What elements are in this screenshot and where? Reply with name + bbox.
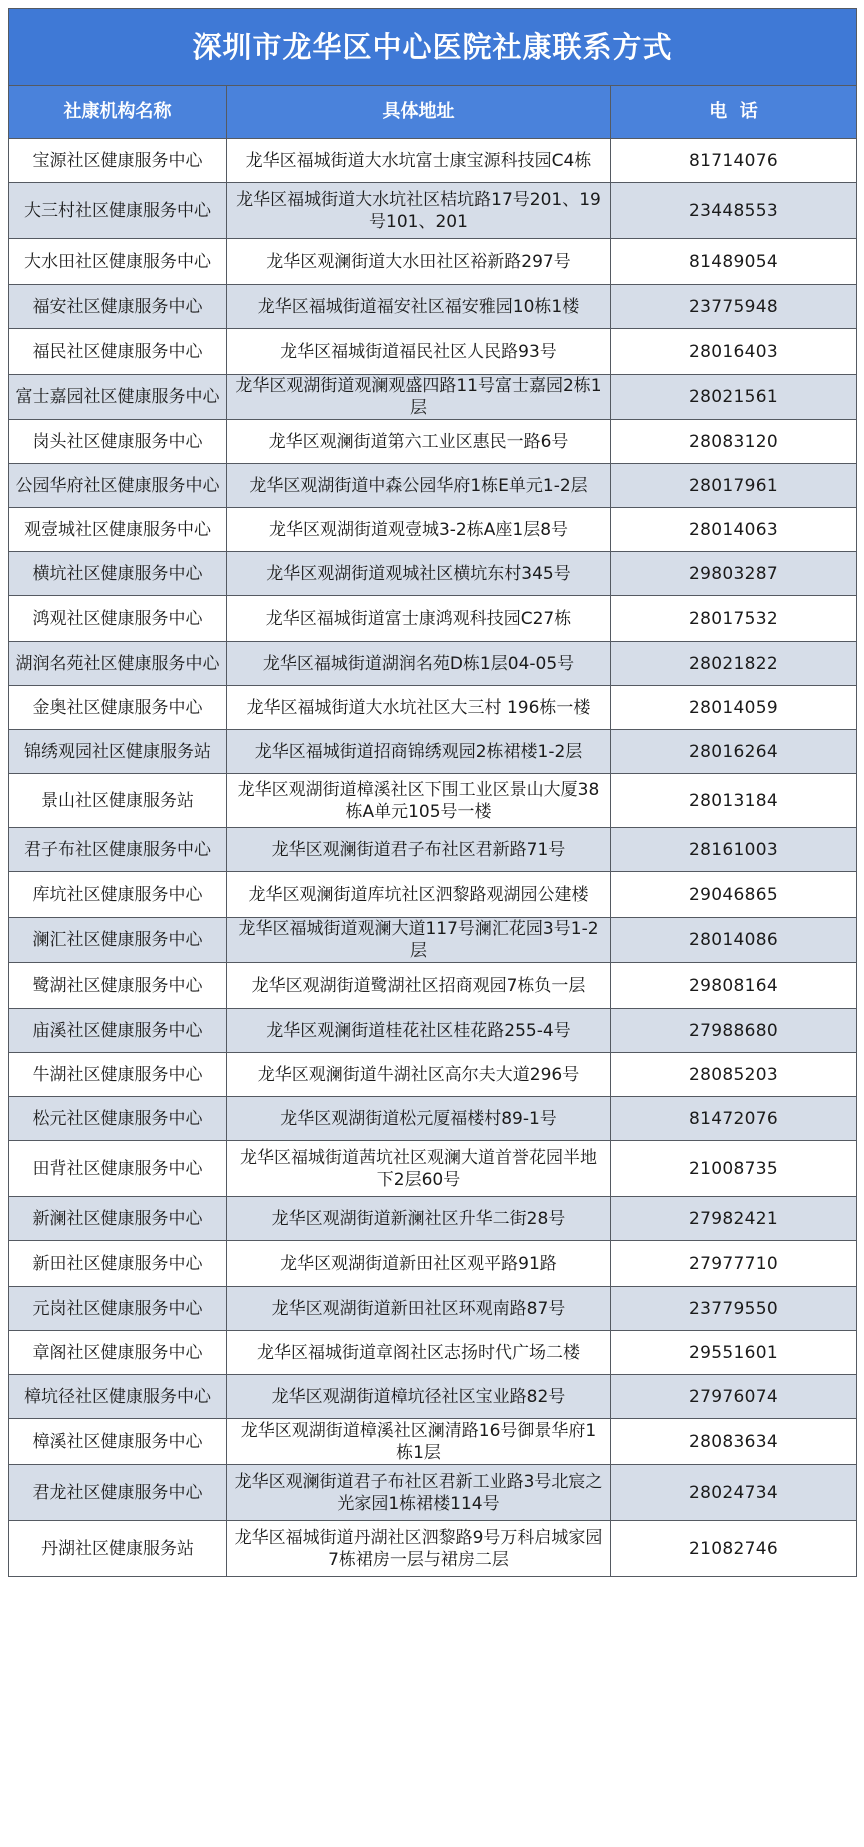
phone-cell: 27988680	[611, 1009, 857, 1053]
phone-cell: 28083120	[611, 420, 857, 464]
address-cell: 龙华区观湖街道樟坑径社区宝业路82号	[227, 1375, 611, 1419]
org-name-cell: 章阁社区健康服务中心	[9, 1331, 227, 1375]
org-name-cell: 横坑社区健康服务中心	[9, 552, 227, 596]
table-row	[9, 183, 857, 239]
org-name-cell: 鸿观社区健康服务中心	[9, 596, 227, 642]
address-cell: 龙华区观澜街道库坑社区泗黎路观湖园公建楼	[227, 872, 611, 918]
table-row	[9, 828, 857, 872]
phone-cell: 28014063	[611, 508, 857, 552]
org-name-cell: 新澜社区健康服务中心	[9, 1197, 227, 1241]
phone-cell: 27977710	[611, 1241, 857, 1287]
address-cell: 龙华区观湖街道樟溪社区下围工业区景山大厦38栋A单元105号一楼	[227, 774, 611, 828]
address-cell: 龙华区观湖街道樟溪社区澜清路16号御景华府1栋1层	[227, 1419, 611, 1465]
column-header-address: 具体地址	[227, 86, 611, 139]
table-row	[9, 963, 857, 1009]
org-name-cell: 景山社区健康服务站	[9, 774, 227, 828]
table-row	[9, 1241, 857, 1287]
table-row	[9, 375, 857, 420]
phone-cell: 27982421	[611, 1197, 857, 1241]
address-cell: 龙华区福城街道福民社区人民路93号	[227, 329, 611, 375]
org-name-cell: 富士嘉园社区健康服务中心	[9, 375, 227, 420]
org-name-cell: 牛湖社区健康服务中心	[9, 1053, 227, 1097]
table-row	[9, 420, 857, 464]
table-row	[9, 1375, 857, 1419]
address-cell: 龙华区福城街道茜坑社区观澜大道首誉花园半地下2层60号	[227, 1141, 611, 1197]
address-cell: 龙华区福城街道大水坑社区大三村 196栋一楼	[227, 686, 611, 730]
table-row	[9, 285, 857, 329]
org-name-cell: 大三村社区健康服务中心	[9, 183, 227, 239]
address-cell: 龙华区福城街道招商锦绣观园2栋裙楼1-2层	[227, 730, 611, 774]
table-row	[9, 1053, 857, 1097]
address-cell: 龙华区观澜街道君子布社区君新工业路3号北宸之光家园1栋裙楼114号	[227, 1465, 611, 1521]
table-row	[9, 774, 857, 828]
table-row	[9, 329, 857, 375]
table-row	[9, 1141, 857, 1197]
phone-cell: 28014059	[611, 686, 857, 730]
org-name-cell: 宝源社区健康服务中心	[9, 139, 227, 183]
table-row	[9, 1521, 857, 1577]
phone-cell: 28014086	[611, 918, 857, 963]
org-name-cell: 鹭湖社区健康服务中心	[9, 963, 227, 1009]
table-row	[9, 1465, 857, 1521]
address-cell: 龙华区观湖街道新田社区观平路91路	[227, 1241, 611, 1287]
phone-cell: 81489054	[611, 239, 857, 285]
address-cell: 龙华区福城街道湖润名苑D栋1层04-05号	[227, 642, 611, 686]
address-cell: 龙华区观澜街道君子布社区君新路71号	[227, 828, 611, 872]
org-name-cell: 福民社区健康服务中心	[9, 329, 227, 375]
phone-cell: 28017532	[611, 596, 857, 642]
table-row	[9, 239, 857, 285]
org-name-cell: 君龙社区健康服务中心	[9, 1465, 227, 1521]
table-row	[9, 1419, 857, 1465]
phone-cell: 29803287	[611, 552, 857, 596]
org-name-cell: 大水田社区健康服务中心	[9, 239, 227, 285]
address-cell: 龙华区观澜街道牛湖社区高尔夫大道296号	[227, 1053, 611, 1097]
table-row	[9, 686, 857, 730]
address-cell: 龙华区观澜街道大水田社区裕新路297号	[227, 239, 611, 285]
org-name-cell: 公园华府社区健康服务中心	[9, 464, 227, 508]
address-cell: 龙华区福城街道章阁社区志扬时代广场二楼	[227, 1331, 611, 1375]
address-cell: 龙华区观湖街道松元厦福楼村89-1号	[227, 1097, 611, 1141]
table-row	[9, 1287, 857, 1331]
phone-cell: 23779550	[611, 1287, 857, 1331]
address-cell: 龙华区福城街道大水坑富士康宝源科技园C4栋	[227, 139, 611, 183]
org-name-cell: 元岗社区健康服务中心	[9, 1287, 227, 1331]
table-row	[9, 1197, 857, 1241]
org-name-cell: 樟溪社区健康服务中心	[9, 1419, 227, 1465]
phone-cell: 28017961	[611, 464, 857, 508]
table-row	[9, 139, 857, 183]
phone-cell: 23775948	[611, 285, 857, 329]
org-name-cell: 丹湖社区健康服务站	[9, 1521, 227, 1577]
phone-cell: 27976074	[611, 1375, 857, 1419]
phone-cell: 81714076	[611, 139, 857, 183]
table-row	[9, 730, 857, 774]
org-name-cell: 田背社区健康服务中心	[9, 1141, 227, 1197]
contact-sheet	[8, 8, 856, 1577]
phone-cell: 28021822	[611, 642, 857, 686]
phone-cell: 29808164	[611, 963, 857, 1009]
phone-cell: 28016264	[611, 730, 857, 774]
phone-cell: 21008735	[611, 1141, 857, 1197]
org-name-cell: 锦绣观园社区健康服务站	[9, 730, 227, 774]
address-cell: 龙华区福城街道福安社区福安雅园10栋1楼	[227, 285, 611, 329]
address-cell: 龙华区观澜街道第六工业区惠民一路6号	[227, 420, 611, 464]
table-row	[9, 918, 857, 963]
address-cell: 龙华区观湖街道观城社区横坑东村345号	[227, 552, 611, 596]
address-cell: 龙华区福城街道大水坑社区桔坑路17号201、19号101、201	[227, 183, 611, 239]
org-name-cell: 庙溪社区健康服务中心	[9, 1009, 227, 1053]
phone-cell: 81472076	[611, 1097, 857, 1141]
table-row	[9, 1331, 857, 1375]
phone-cell: 28013184	[611, 774, 857, 828]
phone-cell: 28016403	[611, 329, 857, 375]
table-row	[9, 1009, 857, 1053]
address-cell: 龙华区观湖街道鹭湖社区招商观园7栋负一层	[227, 963, 611, 1009]
table-row	[9, 552, 857, 596]
address-cell: 龙华区观湖街道新澜社区升华二街28号	[227, 1197, 611, 1241]
address-cell: 龙华区观湖街道新田社区环观南路87号	[227, 1287, 611, 1331]
address-cell: 龙华区观湖街道观澜观盛四路11号富士嘉园2栋1层	[227, 375, 611, 420]
org-name-cell: 金奥社区健康服务中心	[9, 686, 227, 730]
phone-cell: 28085203	[611, 1053, 857, 1097]
org-name-cell: 湖润名苑社区健康服务中心	[9, 642, 227, 686]
address-cell: 龙华区观湖街道观壹城3-2栋A座1层8号	[227, 508, 611, 552]
contact-table	[8, 8, 857, 1577]
org-name-cell: 岗头社区健康服务中心	[9, 420, 227, 464]
phone-cell: 21082746	[611, 1521, 857, 1577]
org-name-cell: 樟坑径社区健康服务中心	[9, 1375, 227, 1419]
phone-cell: 28021561	[611, 375, 857, 420]
table-row	[9, 1097, 857, 1141]
table-row	[9, 596, 857, 642]
org-name-cell: 福安社区健康服务中心	[9, 285, 227, 329]
address-cell: 龙华区观湖街道中森公园华府1栋E单元1-2层	[227, 464, 611, 508]
page-title: 深圳市龙华区中心医院社康联系方式	[9, 9, 857, 86]
phone-cell: 28083634	[611, 1419, 857, 1465]
table-row	[9, 642, 857, 686]
org-name-cell: 澜汇社区健康服务中心	[9, 918, 227, 963]
phone-cell: 29046865	[611, 872, 857, 918]
address-cell: 龙华区观澜街道桂花社区桂花路255-4号	[227, 1009, 611, 1053]
address-cell: 龙华区福城街道观澜大道117号澜汇花园3号1-2层	[227, 918, 611, 963]
table-row	[9, 464, 857, 508]
phone-cell: 23448553	[611, 183, 857, 239]
table-row	[9, 508, 857, 552]
address-cell: 龙华区福城街道富士康鸿观科技园C27栋	[227, 596, 611, 642]
phone-cell: 28024734	[611, 1465, 857, 1521]
address-cell: 龙华区福城街道丹湖社区泗黎路9号万科启城家园7栋裙房一层与裙房二层	[227, 1521, 611, 1577]
org-name-cell: 观壹城社区健康服务中心	[9, 508, 227, 552]
org-name-cell: 库坑社区健康服务中心	[9, 872, 227, 918]
column-header-name: 社康机构名称	[9, 86, 227, 139]
org-name-cell: 松元社区健康服务中心	[9, 1097, 227, 1141]
table-body	[9, 139, 857, 1577]
org-name-cell: 君子布社区健康服务中心	[9, 828, 227, 872]
phone-cell: 28161003	[611, 828, 857, 872]
table-row	[9, 872, 857, 918]
column-header-phone: 电 话	[611, 86, 857, 139]
phone-cell: 29551601	[611, 1331, 857, 1375]
org-name-cell: 新田社区健康服务中心	[9, 1241, 227, 1287]
